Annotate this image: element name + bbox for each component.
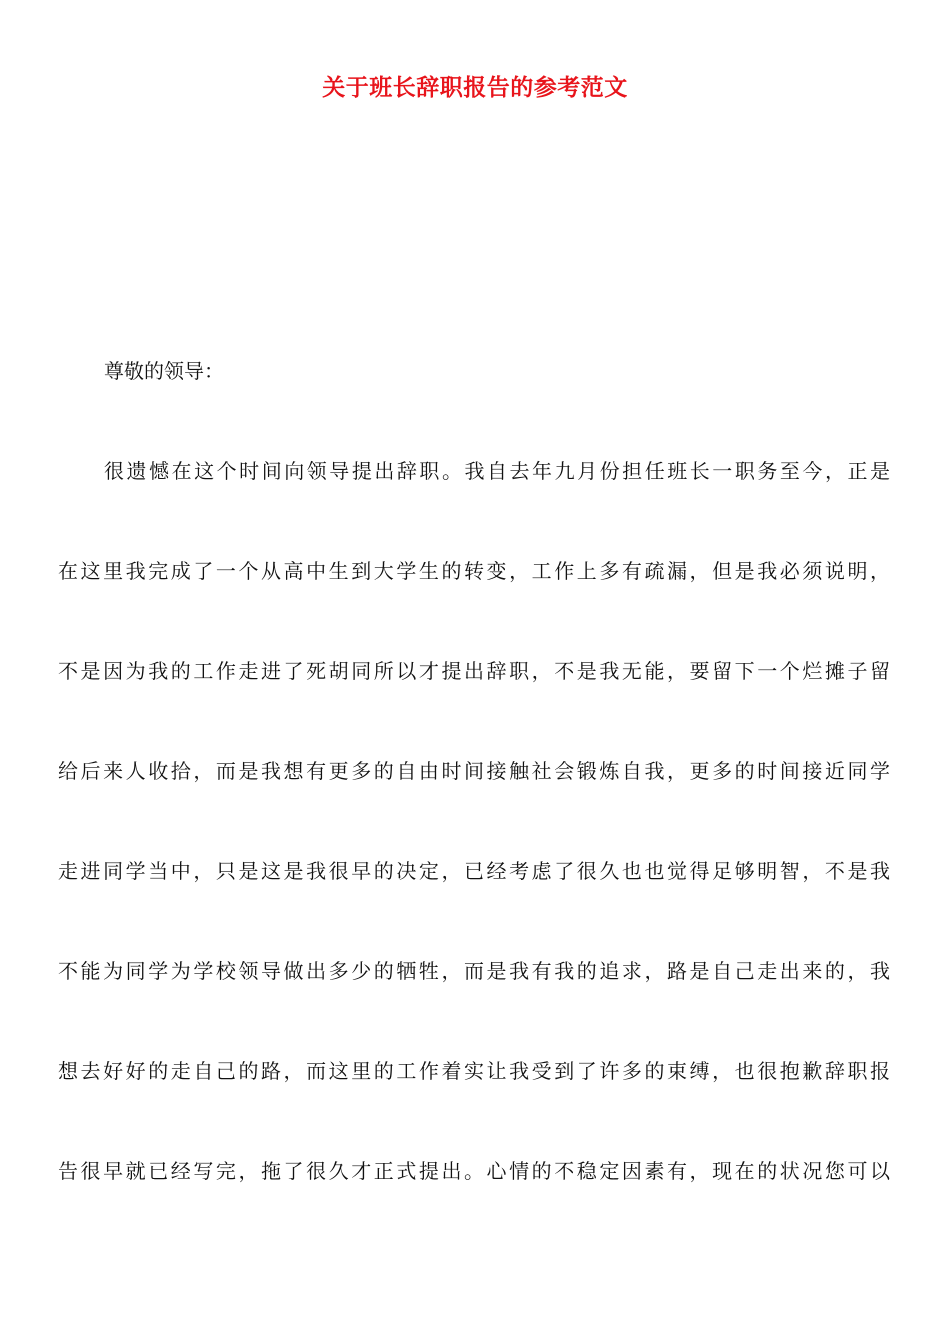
paragraph-line: 不能为同学为学校领导做出多少的牺牲，而是我有我的追求，路是自己走出来的，我: [58, 959, 890, 983]
paragraph-line: 走进同学当中，只是这是我很早的决定，已经考虑了很久也也觉得足够明智，不是我: [58, 859, 890, 883]
document-title: 关于班长辞职报告的参考范文: [322, 75, 628, 101]
paragraph-line: 告很早就已经写完，拖了很久才正式提出。心情的不稳定因素有，现在的状况您可以: [58, 1159, 890, 1183]
paragraph-line: 不是因为我的工作走进了死胡同所以才提出辞职，不是我无能，要留下一个烂摊子留: [58, 659, 890, 683]
paragraph-line: 想去好好的走自己的路，而这里的工作着实让我受到了许多的束缚，也很抱歉辞职报: [58, 1059, 890, 1083]
paragraph-line: 在这里我完成了一个从高中生到大学生的转变，工作上多有疏漏，但是我必须说明，: [58, 559, 890, 583]
paragraph-line: 给后来人收拾，而是我想有更多的自由时间接触社会锻炼自我，更多的时间接近同学: [58, 759, 890, 783]
salutation: 尊敬的领导：: [104, 359, 224, 383]
paragraph-line: 很遗憾在这个时间向领导提出辞职。我自去年九月份担任班长一职务至今，正是: [104, 459, 890, 483]
